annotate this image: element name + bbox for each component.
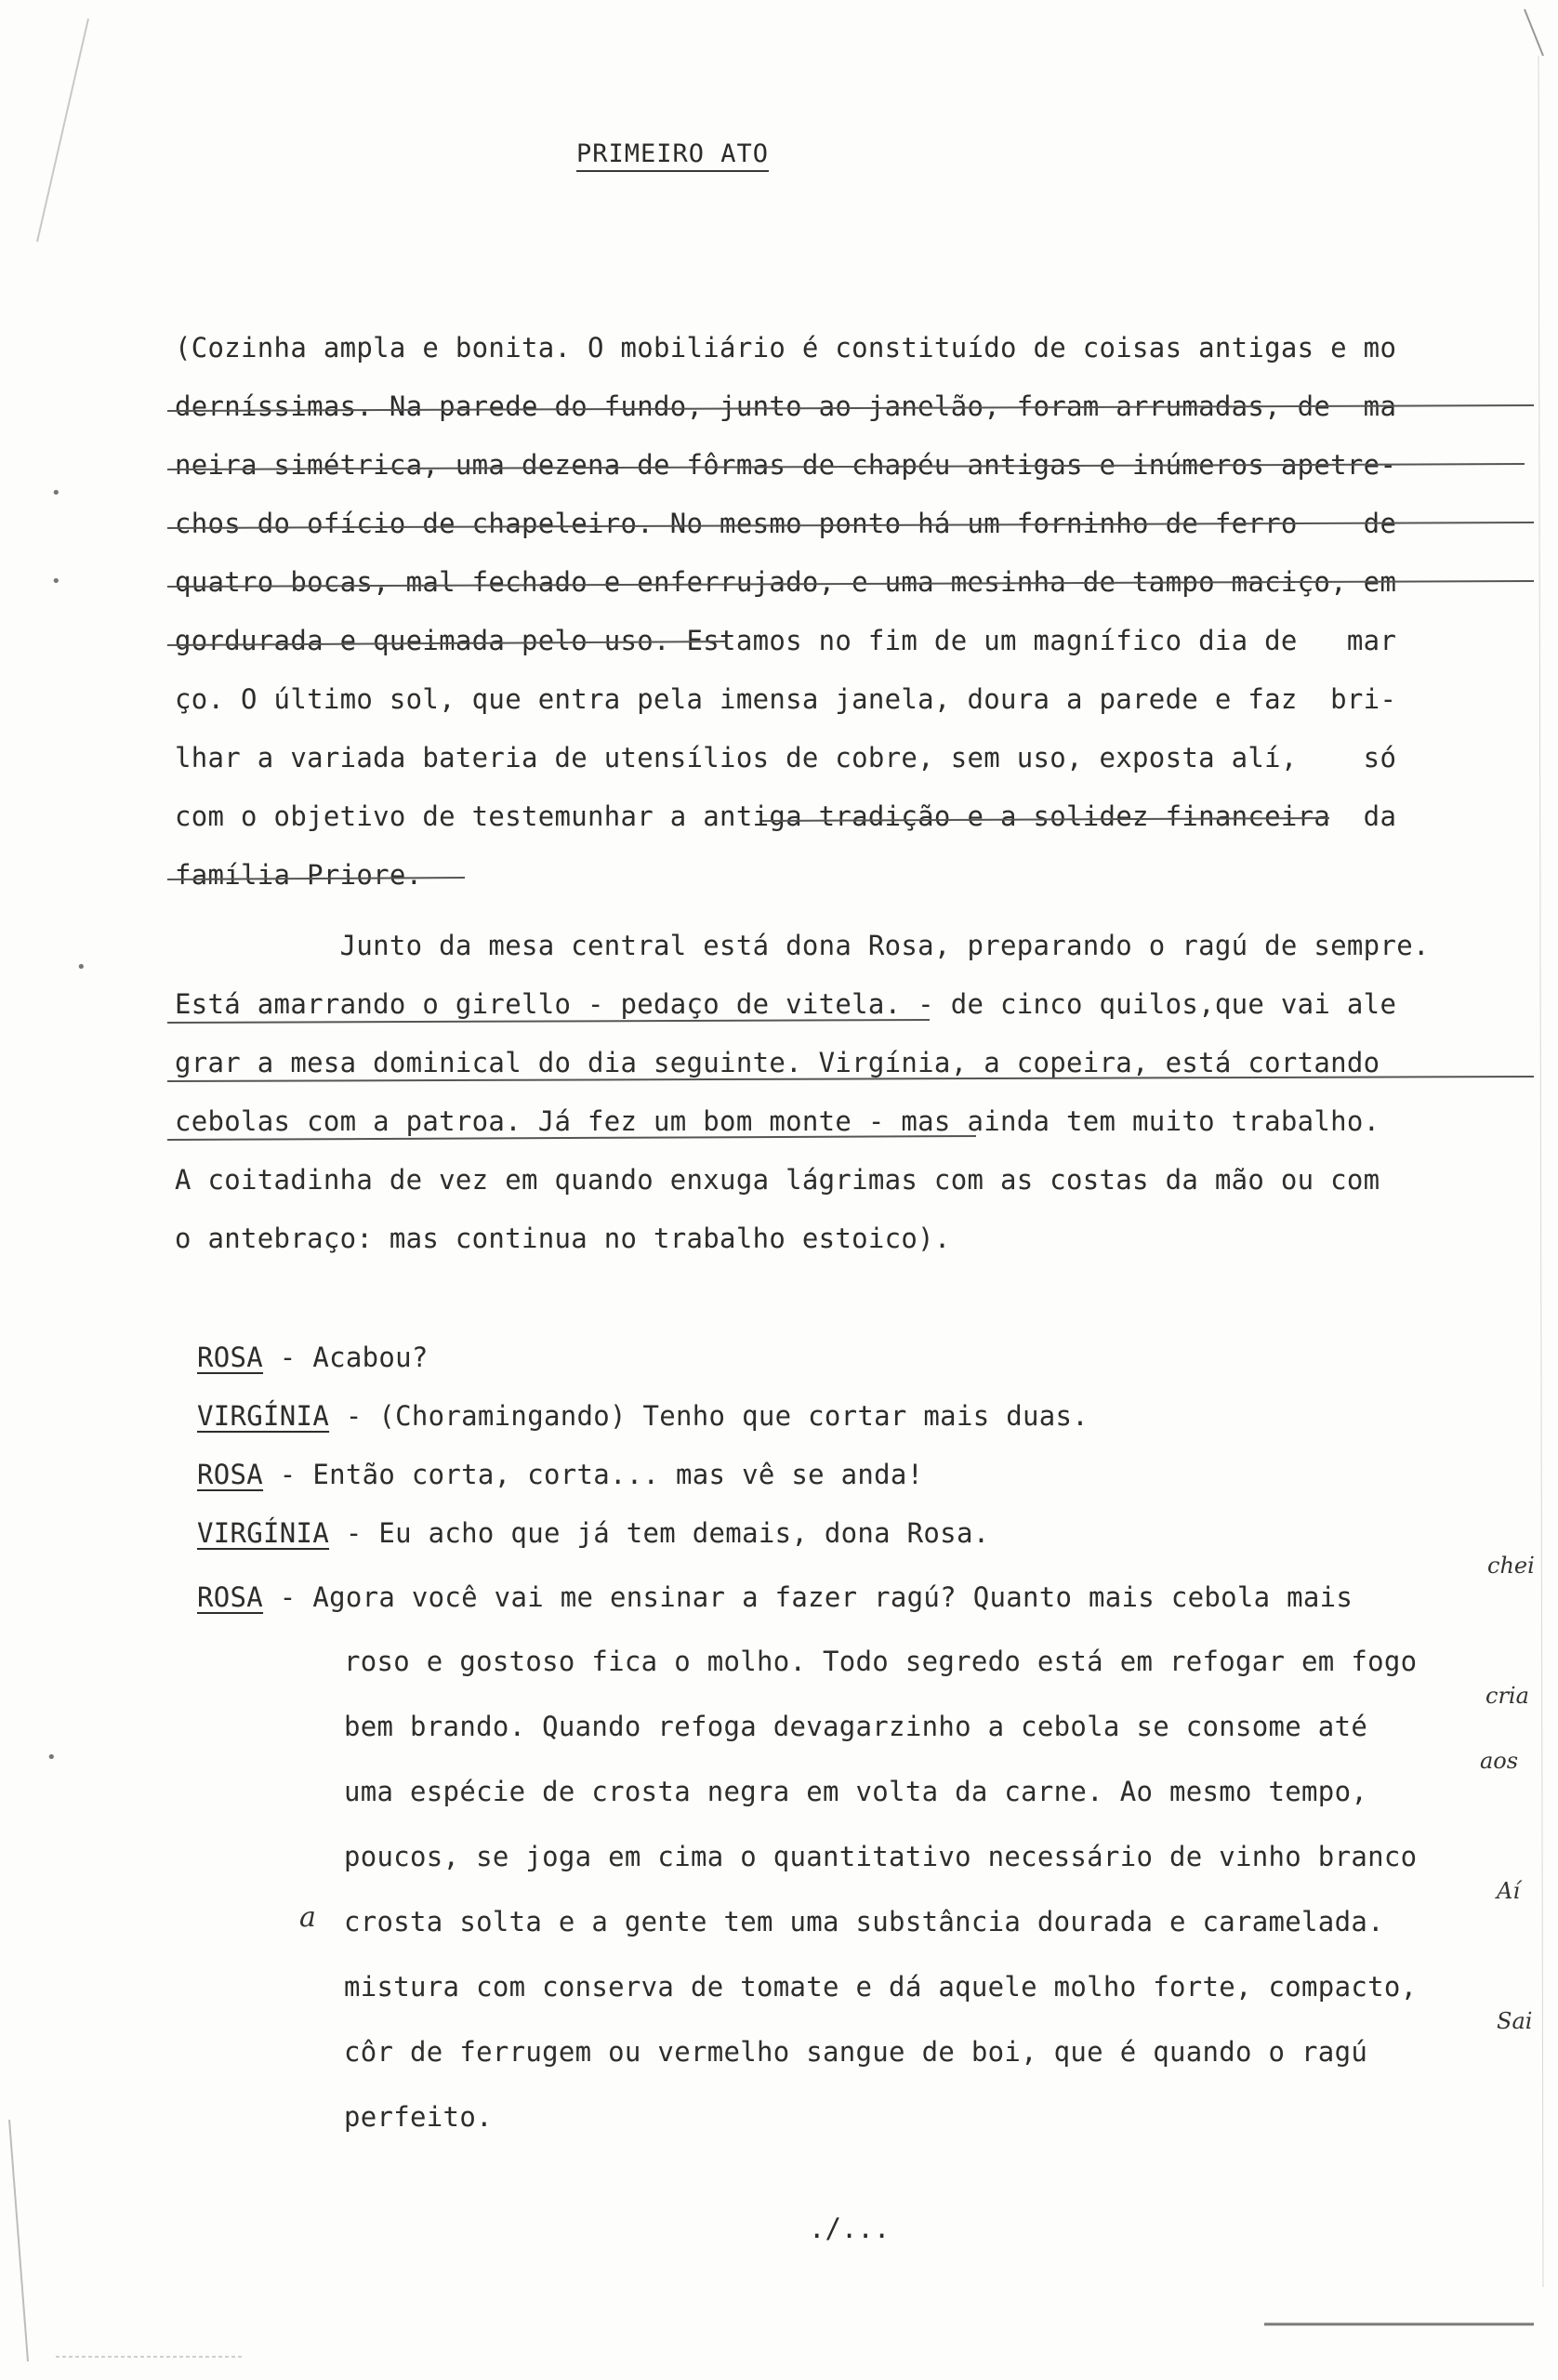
- handwritten-note: a: [299, 1901, 316, 1934]
- stage-line: cebolas com a patroa. Já fez um bom monte - mas ainda tem muito trabalho.: [175, 1105, 1380, 1137]
- stage-line: chos do ofício de chapeleiro. No mesmo ponto há um forninho de ferro de: [175, 508, 1397, 539]
- stage-line: gordurada e queimada pelo uso. Estamos no fim de um magnífico dia de mar: [175, 625, 1397, 656]
- dialogue-line: [197, 1342, 429, 1373]
- speaker-name: ROSA: [197, 1459, 264, 1490]
- speech-line: mistura com conserva de tomate e dá aquele molho forte, compacto,: [344, 1971, 1418, 2003]
- page-continuation: ./...: [809, 2213, 891, 2244]
- speaker-name: VIRGÍNIA: [197, 1517, 330, 1549]
- stage-line: ço. O último sol, que entra pela imensa janela, doura a parede e faz bri-: [175, 683, 1397, 715]
- stage-line: (Cozinha ampla e bonita. O mobiliário é constituído de coisas antigas e mo: [175, 332, 1397, 364]
- stage-line: o antebraço: mas continua no trabalho estoico).: [175, 1223, 951, 1254]
- handwritten-note: Sai: [1497, 2008, 1533, 2034]
- dialogue-line: [197, 1459, 923, 1490]
- speech-line: uma espécie de crosta negra em volta da carne. Ao mesmo tempo,: [344, 1776, 1368, 1807]
- stage-line: Está amarrando o girello - pedaço de vitela. - de cinco quilos,que vai ale: [175, 988, 1397, 1020]
- handwritten-note: aos: [1480, 1748, 1519, 1774]
- dialogue-text: - Agora você vai me ensinar a fazer ragú? Quanto mais cebola mais: [263, 1581, 1353, 1613]
- dialogue-text: - Acabou?: [263, 1342, 429, 1373]
- speech-line: perfeito.: [344, 2101, 493, 2133]
- dialogue-line: [197, 1400, 1089, 1432]
- stage-line: neira simétrica, uma dezena de fôrmas de chapéu antigas e inúmeros apetre-: [175, 449, 1397, 481]
- margin-speck: •: [51, 483, 61, 503]
- stage-line: A coitadinha de vez em quando enxuga lágrimas com as costas da mão ou com: [175, 1164, 1380, 1196]
- dialogue-line: [197, 1581, 1353, 1613]
- handwritten-note: Aí: [1497, 1878, 1521, 1904]
- margin-speck: •: [76, 958, 86, 977]
- speaker-name: ROSA: [197, 1342, 264, 1373]
- stage-line: lhar a variada bateria de utensílios de cobre, sem uso, exposta alí, só: [175, 742, 1397, 774]
- stage-line: Junto da mesa central está dona Rosa, preparando o ragú de sempre.: [175, 930, 1430, 961]
- speech-line: roso e gostoso fica o molho. Todo segredo está em refogar em fogo: [344, 1646, 1418, 1677]
- speech-line: poucos, se joga em cima o quantitativo necessário de vinho branco: [344, 1841, 1418, 1872]
- margin-speck: •: [51, 572, 61, 591]
- handwritten-note: cria: [1485, 1683, 1529, 1709]
- handwritten-note: chei: [1487, 1553, 1535, 1579]
- stage-line: derníssimas. Na parede do fundo, junto ao janelão, foram arrumadas, de ma: [175, 390, 1397, 422]
- dialogue-line: [197, 1517, 989, 1549]
- stage-line: quatro bocas, mal fechado e enferrujado, e uma mesinha de tampo maciço, em: [175, 566, 1397, 598]
- stage-line: grar a mesa dominical do dia seguinte. Virgínia, a copeira, está cortando: [175, 1047, 1380, 1078]
- dialogue-text: - Então corta, corta... mas vê se anda!: [263, 1459, 924, 1490]
- margin-speck: •: [46, 1748, 57, 1767]
- speech-line: bem brando. Quando refoga devagarzinho a cebola se consome até: [344, 1711, 1368, 1742]
- stage-line: família Priore.: [175, 859, 423, 891]
- stage-line: com o objetivo de testemunhar a antiga tradição e a solidez financeira da: [175, 800, 1397, 832]
- page-title: PRIMEIRO ATO: [576, 139, 769, 172]
- dialogue-text: - Eu acho que já tem demais, dona Rosa.: [329, 1517, 990, 1549]
- speech-line: côr de ferrugem ou vermelho sangue de boi, que é quando o ragú: [344, 2036, 1368, 2068]
- speaker-name: ROSA: [197, 1581, 264, 1613]
- dialogue-text: - (Choramingando) Tenho que cortar mais duas.: [329, 1400, 1089, 1432]
- speaker-name: VIRGÍNIA: [197, 1400, 330, 1432]
- speech-line: crosta solta e a gente tem uma substância dourada e caramelada.: [344, 1906, 1384, 1937]
